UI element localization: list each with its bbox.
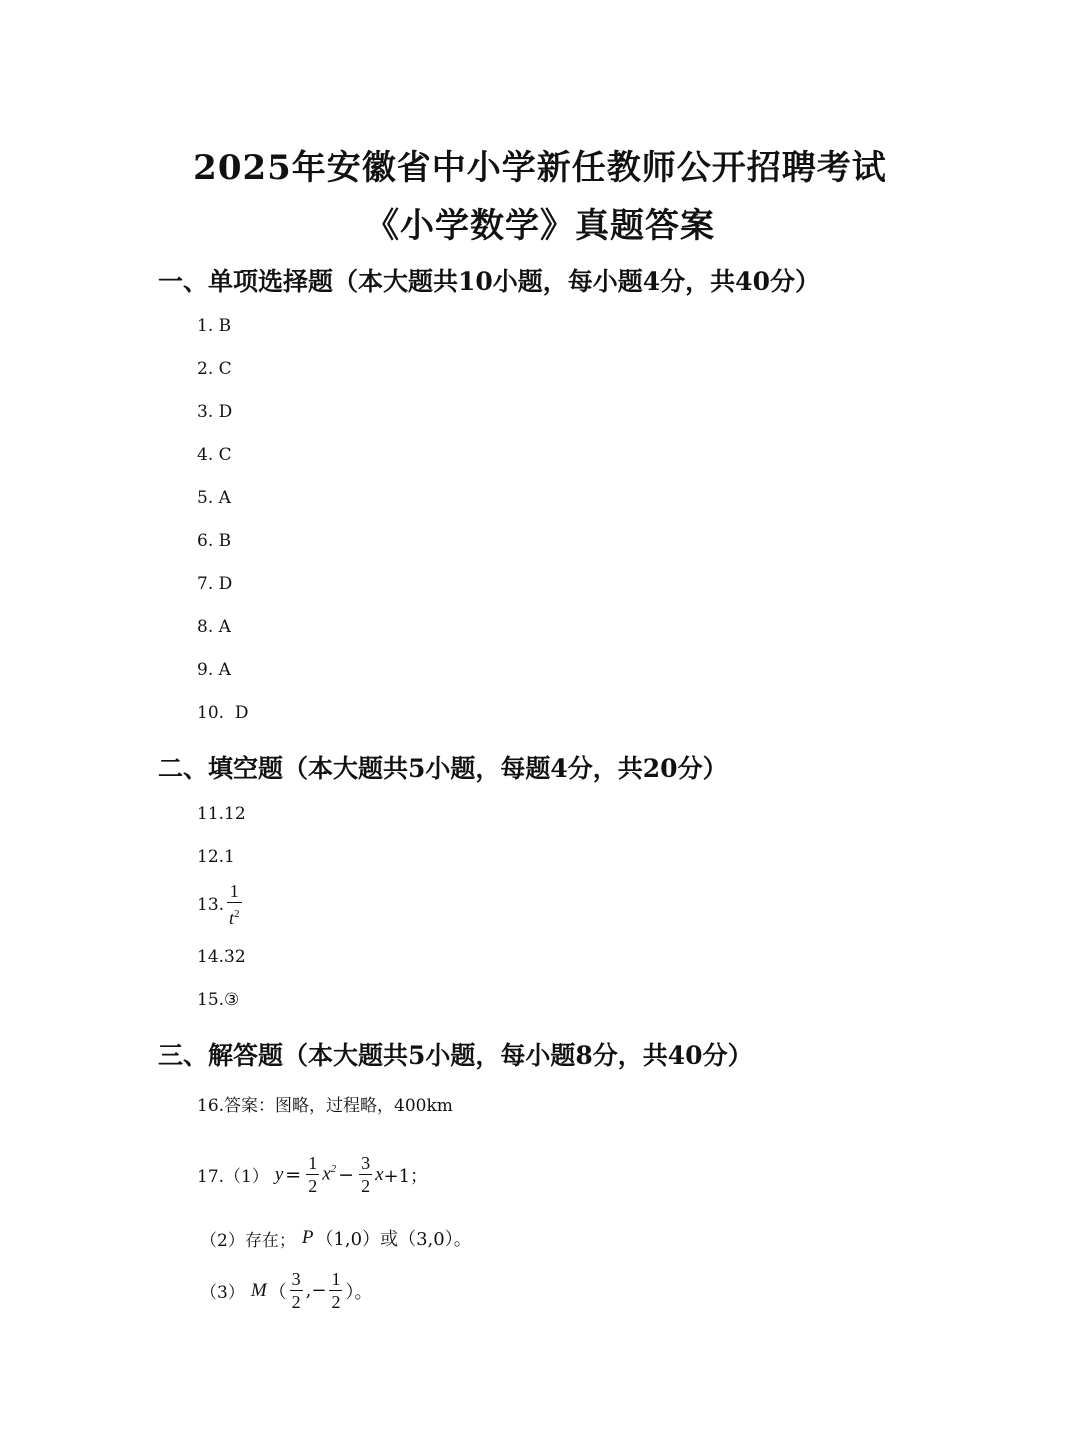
section-heading-choice: 一、单项选择题（本大题共10小题，每小题4分，共40分） (158, 267, 820, 296)
minus-sign: − (338, 1163, 355, 1186)
answer-1: 1. B (197, 316, 232, 336)
paren-open: （ (268, 1281, 287, 1303)
var-x-squared: $x^2$ (322, 1163, 337, 1185)
var-y: y (274, 1163, 284, 1185)
answer-2: 2. C (197, 359, 232, 379)
answer-10: 10. D (197, 703, 249, 723)
exam-title: 2025年安徽省中小学新任教师公开招聘考试 (193, 148, 887, 188)
answer-16: 16.答案：图略，过程略，400km (197, 1096, 453, 1116)
equals-sign: = (285, 1163, 302, 1186)
answer-8: 8. A (197, 617, 231, 637)
answer-13-fraction (227, 880, 242, 929)
coord-separator: ,− (305, 1280, 327, 1301)
answer-17-part2 (200, 1225, 472, 1251)
part-label: 17.（1） (197, 1167, 269, 1187)
point-M: M (250, 1279, 267, 1301)
answer-11: 11.12 (197, 804, 246, 824)
var-x: x (375, 1163, 384, 1185)
fraction-three-halves: $\frac{3}{2}$ (291, 1269, 301, 1312)
answer-9: 9. A (197, 660, 231, 680)
part-label: （3） (200, 1283, 245, 1303)
answer-7: 7. D (197, 574, 233, 594)
answer-15: 15.③ (197, 990, 240, 1010)
answer-12: 12.1 (197, 847, 235, 867)
fraction-one-half: $\frac{1}{2}$ (331, 1269, 341, 1312)
answer-13 (197, 880, 245, 929)
answer-17-part1 (197, 1152, 428, 1197)
answer-6: 6. B (197, 531, 232, 551)
answer-3: 3. D (197, 402, 233, 422)
paren-close: ）。 (345, 1281, 373, 1303)
section-heading-fill: 二、填空题（本大题共5小题，每题4分，共20分） (158, 754, 728, 783)
answer-14: 14.32 (197, 947, 246, 967)
part-label: （2）存在； (200, 1230, 296, 1251)
answer-13-label: 13. (197, 894, 225, 915)
points-value: （1,0）或（3,0）。 (315, 1229, 472, 1250)
answer-5: 5. A (197, 488, 231, 508)
answer-17-part3 (200, 1268, 372, 1313)
exam-subtitle: 《小学数学》真题答案 (365, 206, 715, 246)
fraction-numerator: 1 (229, 881, 239, 901)
point-P: P (301, 1227, 314, 1248)
fraction-one-half: $\frac{1}{2}$ (308, 1153, 318, 1196)
fraction-denominator: $t^2$ (227, 902, 242, 929)
answer-4: 4. C (197, 445, 232, 465)
section-heading-solve: 三、解答题（本大题共5小题，每小题8分，共40分） (158, 1041, 753, 1070)
fraction-three-halves: $\frac{3}{2}$ (361, 1153, 371, 1196)
equation-tail: +1； (383, 1165, 429, 1187)
